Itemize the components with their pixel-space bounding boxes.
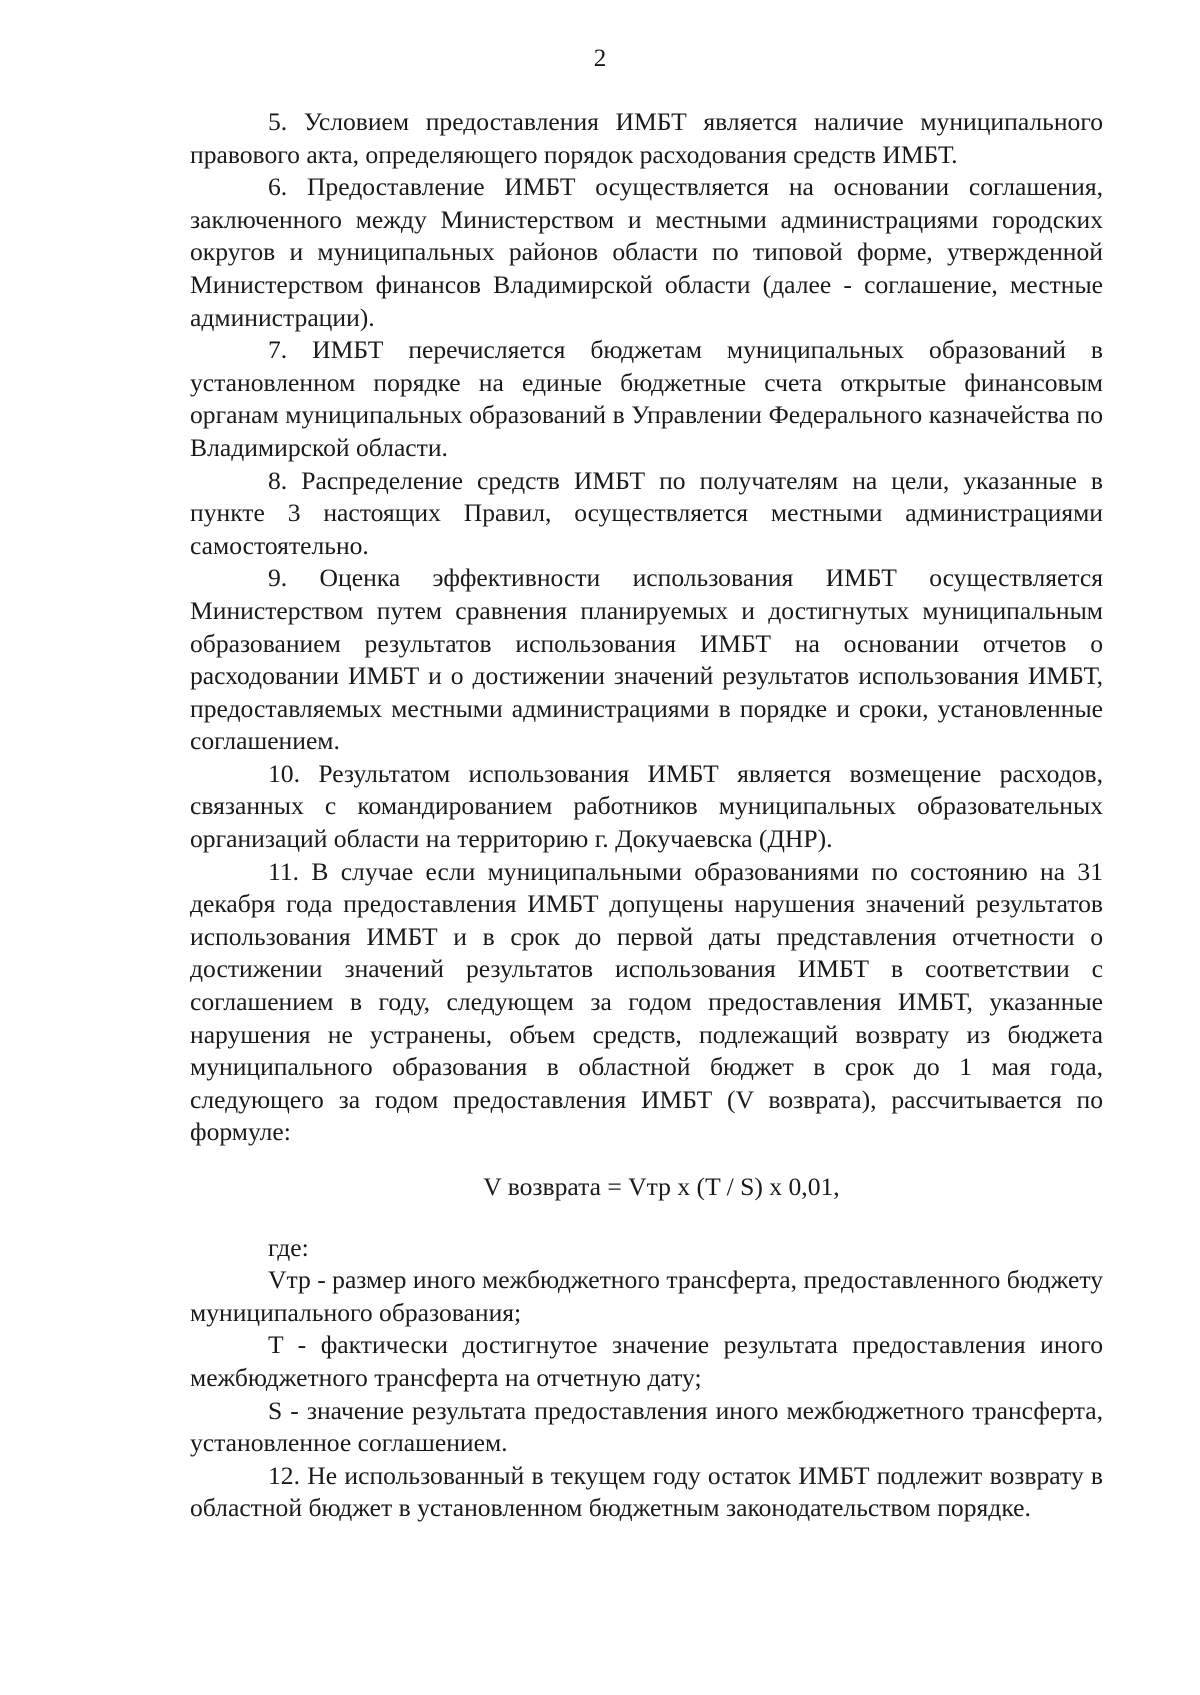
- page-number: 2: [593, 45, 607, 72]
- paragraph-7: 7. ИМБТ перечисляется бюджетам муниципальных образований в установленном порядке на единые бюджетные счета открытые финансовым органам муниципальных образований в Управлении Федерального казначейства по Владимирской области.: [190, 335, 1103, 462]
- return-formula: V возврата = Vтр x (T / S) x 0,01,: [483, 1172, 840, 1201]
- definition-vtr: Vтр - размер иного межбюджетного трансферта, предоставленного бюджету муниципального образования;: [190, 1265, 1103, 1327]
- paragraph-11: 11. В случае если муниципальными образованиями по состоянию на 31 декабря года предоставления ИМБТ допущены нарушения значений результатов использования ИМБТ и в срок до первой даты представления отчетности о достижении значений результатов использования ИМБТ в соответствии с соглашением в году, следующем за годом предоставления ИМБТ, указанные нарушения не устранены, объем средств, подлежащий возврату из бюджета муниципального образования в областной бюджет в срок до 1 мая года, следующего за годом предоставления ИМБТ (V возврата), рассчитывается по формуле:: [190, 856, 1103, 1147]
- paragraph-6: 6. Предоставление ИМБТ осуществляется на основании соглашения, заключенного между Министерством и местными администрациями городских округов и муниципальных районов области по типовой форме, утвержденной Министерством финансов Владимирской области (далее - соглашение, местные администрации).: [190, 172, 1103, 332]
- definition-s: S - значение результата предоставления иного межбюджетного трансферта, установленное соглашением.: [190, 1395, 1103, 1458]
- paragraph-12: 12. Не использованный в текущем году остаток ИМБТ подлежит возврату в областной бюджет в установленном бюджетным законодательством порядке.: [190, 1460, 1103, 1523]
- definition-t: T - фактически достигнутое значение результата предоставления иного межбюджетного трансферта на отчетную дату;: [190, 1330, 1103, 1392]
- paragraph-10: 10. Результатом использования ИМБТ является возмещение расходов, связанных с командированием работников муниципальных образовательных организаций области на территорию г. Докучаевска (ДНР).: [190, 758, 1103, 854]
- paragraph-9: 9. Оценка эффективности использования ИМБТ осуществляется Министерством путем сравнения планируемых и достигнутых муниципальным образованием результатов использования ИМБТ на основании отчетов о расходовании ИМБТ и о достижении значений результатов использования ИМБТ, предоставляемых местными администрациями в порядке и сроки, установленные соглашением.: [190, 563, 1103, 756]
- paragraph-5: 5. Условием предоставления ИМБТ является наличие муниципального правового акта, определяющего порядок расходования средств ИМБТ.: [190, 107, 1103, 169]
- document-body: [190, 106, 1103, 1525]
- paragraph-8: 8. Распределение средств ИМБТ по получателям на цели, указанные в пункте 3 настоящих Правил, осуществляется местными администрациями самостоятельно.: [190, 465, 1103, 560]
- where-label: где:: [268, 1232, 309, 1262]
